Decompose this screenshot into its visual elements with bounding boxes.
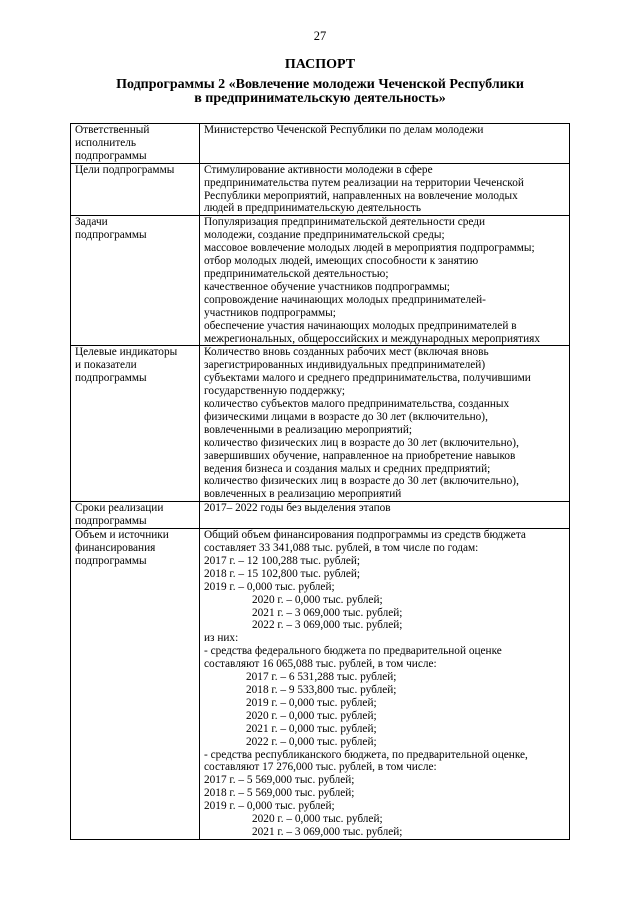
row-content-line: 2017 г. – 12 100,288 тыс. рублей; bbox=[204, 554, 361, 567]
row-label-line: Целевые индикаторы bbox=[75, 346, 178, 359]
row-content-line: вовлеченными в реализацию мероприятий; bbox=[204, 423, 413, 436]
row-label-line: Цели подпрограммы bbox=[75, 163, 175, 176]
row-content-cell bbox=[200, 163, 570, 216]
table-row-tasks bbox=[71, 216, 570, 346]
row-label-line: подпрограммы bbox=[75, 515, 147, 528]
row-content-line: отбор молодых людей, имеющих способности к занятию bbox=[204, 255, 479, 268]
row-content-line: вовлеченных в реализацию мероприятий bbox=[204, 488, 402, 501]
row-content-line: составляют 17 276,000 тыс. рублей, в том числе: bbox=[204, 761, 437, 774]
row-label-line: Задачи bbox=[75, 216, 108, 229]
row-content-line: 2020 г. – 0,000 тыс. рублей; bbox=[246, 709, 377, 722]
row-label-line: Ответственный bbox=[75, 124, 150, 136]
row-content-line: субъектами малого и среднего предпринимательства, получившими bbox=[204, 372, 531, 385]
row-label-cell bbox=[71, 163, 200, 216]
row-content-line: 2017– 2022 годы без выделения этапов bbox=[204, 502, 391, 515]
row-content-line: сопровождение начинающих молодых предпринимателей- bbox=[204, 293, 486, 306]
row-content-line: 2019 г. – 0,000 тыс. рублей; bbox=[204, 800, 335, 813]
row-content-line: 2020 г. – 0,000 тыс. рублей; bbox=[252, 813, 383, 826]
row-content-line: качественное обучение участников подпрограммы; bbox=[204, 280, 450, 293]
row-content-line: количество физических лиц в возрасте до 30 лет (включительно), bbox=[204, 436, 519, 449]
row-label-line: подпрограммы bbox=[75, 554, 147, 567]
row-content-line: 2019 г. – 0,000 тыс. рублей; bbox=[246, 696, 377, 709]
row-content-line: количество субъектов малого предпринимательства, созданных bbox=[204, 398, 510, 411]
row-label-line: исполнитель bbox=[75, 136, 137, 149]
row-label-line: подпрограммы bbox=[75, 229, 147, 242]
row-content-line: межрегиональных, общероссийских и международных мероприятиях bbox=[204, 332, 541, 345]
row-content-line: составляют 16 065,088 тыс. рублей, в том числе: bbox=[204, 658, 437, 671]
row-content-line: ведения бизнеса и создания малых и средних предприятий; bbox=[204, 462, 491, 475]
table-row-responsible-executor bbox=[71, 124, 570, 164]
row-content-line: 2018 г. – 9 533,800 тыс. рублей; bbox=[246, 683, 397, 696]
row-content-line: 2017 г. – 5 569,000 тыс. рублей; bbox=[204, 774, 355, 787]
row-content-line: государственную поддержку; bbox=[204, 385, 346, 398]
row-content-line: количество физических лиц в возрасте до 30 лет (включительно), bbox=[204, 475, 519, 488]
row-content-line: Республики мероприятий, направленных на вовлечение молодых bbox=[204, 189, 518, 202]
row-label-cell bbox=[71, 502, 200, 529]
row-content-line: из них: bbox=[204, 632, 239, 645]
row-content-line: Министерство Чеченской Республики по делам молодежи bbox=[204, 124, 484, 136]
title-passport: ПАСПОРТ bbox=[284, 57, 356, 72]
row-content-line: 2021 г. – 3 069,000 тыс. рублей; bbox=[252, 606, 403, 619]
table-row-implementation-period bbox=[71, 502, 570, 529]
row-content-line: - средства федерального бюджета по предварительной оценке bbox=[204, 645, 502, 658]
passport-table-body bbox=[71, 124, 570, 840]
row-content-line: 2020 г. – 0,000 тыс. рублей; bbox=[252, 593, 383, 606]
row-content-line: 2019 г. – 0,000 тыс. рублей; bbox=[204, 580, 335, 593]
row-content-line: обеспечение участия начинающих молодых предпринимателей в bbox=[204, 319, 517, 332]
row-content-line: 2018 г. – 15 102,800 тыс. рублей; bbox=[204, 567, 361, 580]
row-content-line: Количество вновь созданных рабочих мест (включая вновь bbox=[204, 346, 489, 359]
row-content-line: предпринимательской деятельностью; bbox=[204, 267, 389, 280]
row-content-cell bbox=[200, 124, 570, 164]
row-content-cell bbox=[200, 216, 570, 346]
row-content-line: 2021 г. – 3 069,000 тыс. рублей; bbox=[252, 825, 403, 838]
row-label-line: подпрограммы bbox=[75, 372, 147, 385]
row-label-cell bbox=[71, 529, 200, 840]
table-row-goals bbox=[71, 163, 570, 216]
title-subprogram-cont: в предпринимательскую деятельность» bbox=[194, 91, 446, 106]
row-label-cell bbox=[71, 346, 200, 502]
row-content-line: составляет 33 341,088 тыс. рублей, в том числе по годам: bbox=[204, 542, 479, 554]
row-content-line: Общий объем финансирования подпрограммы из средств бюджета bbox=[204, 529, 526, 542]
row-label-cell bbox=[71, 124, 200, 164]
row-content-line: 2022 г. – 3 069,000 тыс. рублей; bbox=[252, 619, 403, 632]
row-content-line: 2017 г. – 6 531,288 тыс. рублей; bbox=[246, 671, 397, 684]
passport-table bbox=[70, 123, 570, 840]
row-label-line: подпрограммы bbox=[75, 149, 147, 162]
row-label-line: Объем и источники bbox=[75, 529, 169, 542]
row-content-line: - средства республиканского бюджета, по предварительной оценке, bbox=[204, 748, 528, 761]
title-subprogram: Подпрограммы 2 «Вовлечение молодежи Чеченской Республики bbox=[116, 76, 524, 92]
row-content-line: 2018 г. – 5 569,000 тыс. рублей; bbox=[204, 787, 355, 800]
row-content-line: предпринимательства путем реализации на территории Чеченской bbox=[204, 176, 524, 189]
row-label-line: финансирования bbox=[75, 542, 156, 554]
row-label-line: Сроки реализации bbox=[75, 502, 164, 515]
row-content-line: физическими лицами в возрасте до 30 лет (включительно), bbox=[204, 410, 488, 423]
row-content-line: участников подпрограммы; bbox=[204, 306, 336, 319]
row-content-line: завершивших обучение, направленное на приобретение навыков bbox=[204, 449, 516, 462]
row-content-line: людей в предпринимательскую деятельность bbox=[204, 202, 421, 215]
document-title bbox=[0, 58, 640, 107]
row-label-cell bbox=[71, 216, 200, 346]
table-row-financing bbox=[71, 529, 570, 840]
row-content-cell bbox=[200, 502, 570, 529]
row-content-line: зарегистрированных индивидуальных предпринимателей) bbox=[204, 359, 486, 372]
row-content-line: Стимулирование активности молодежи в сфере bbox=[204, 163, 433, 176]
row-content-cell bbox=[200, 346, 570, 502]
page-number: 27 bbox=[313, 29, 327, 43]
row-content-line: 2021 г. – 0,000 тыс. рублей; bbox=[246, 722, 377, 735]
table-row-target-indicators bbox=[71, 346, 570, 502]
row-content-line: Популяризация предпринимательской деятельности среди bbox=[204, 216, 486, 229]
row-content-cell bbox=[200, 529, 570, 840]
row-content-line: 2022 г. – 0,000 тыс. рублей; bbox=[246, 735, 377, 748]
row-label-line: и показатели bbox=[75, 359, 137, 372]
row-content-line: массовое вовлечение молодых людей в мероприятия подпрограммы; bbox=[204, 242, 535, 255]
row-content-line: молодежи, создание предпринимательской среды; bbox=[204, 229, 445, 242]
